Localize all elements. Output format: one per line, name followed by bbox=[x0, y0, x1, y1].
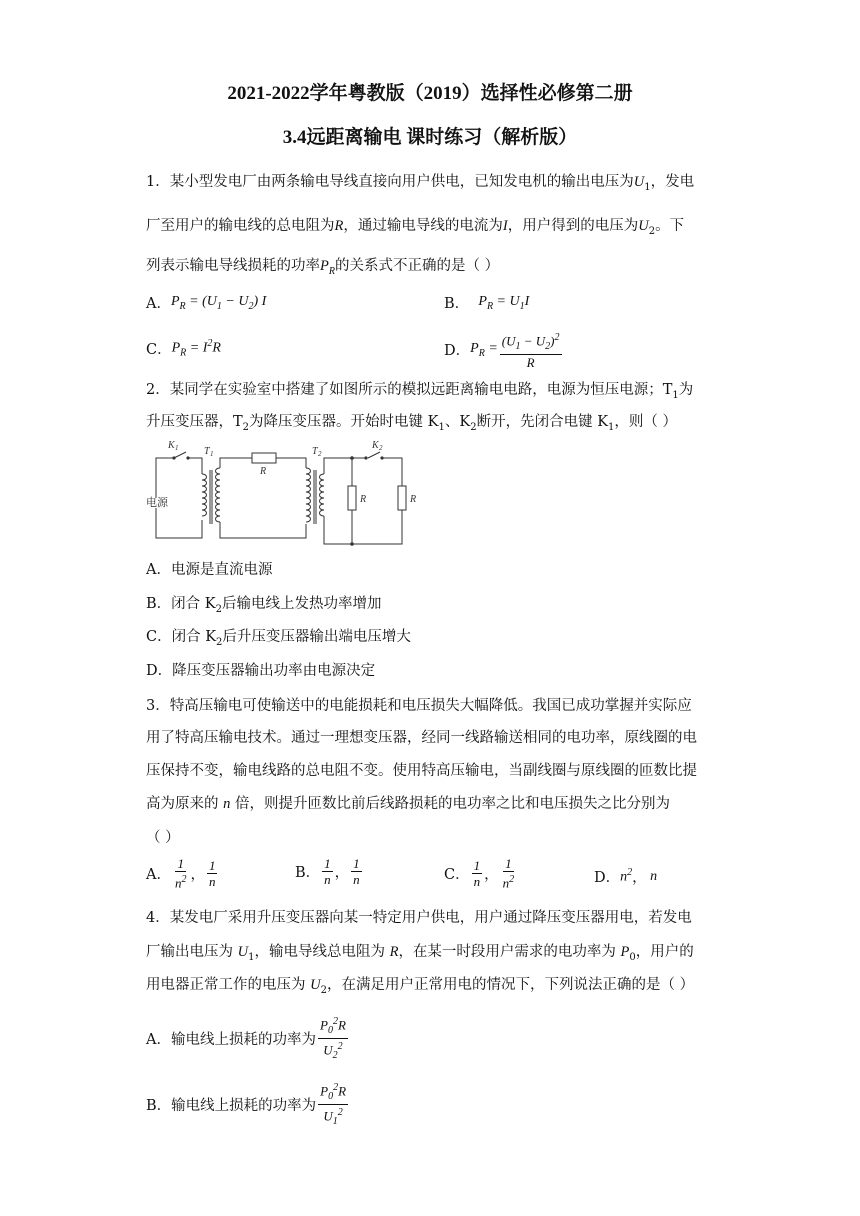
svg-text:2: 2 bbox=[379, 444, 383, 452]
q3-option-a[interactable]: A． $\frac{1}{n^2}$ ， $\frac{1}{n}$ bbox=[146, 856, 216, 891]
q3-line2: 用了特高压输电技术。通过一理想变压器，经同一线路输送相同的电功率，原线圈的电 bbox=[146, 730, 697, 746]
k1-label: K bbox=[168, 440, 175, 451]
load-resistor-label-2: R bbox=[410, 494, 417, 505]
q2-line1: 2．某同学在实验室中搭建了如图所示的模拟远距离输电电路，电源为恒压电源；$T_1$为 bbox=[146, 382, 694, 401]
q2-option-c[interactable]: C．闭合 $K_2$后升压变压器输出端电压增大 bbox=[146, 629, 411, 648]
power-source-label: 电源 bbox=[146, 496, 168, 509]
q2-option-a[interactable]: A．电源是直流电源 bbox=[146, 562, 273, 578]
k2-label: K bbox=[372, 440, 379, 451]
q2-option-d[interactable]: D．降压变压器输出功率由电源决定 bbox=[146, 663, 376, 679]
document-title: 2021-2022学年粤教版（2019）选择性必修第二册 bbox=[227, 83, 633, 104]
q1-line3: 列表示输电导线损耗的功率$P_R$的关系式不正确的是（ ） bbox=[146, 258, 500, 277]
t2-label: T bbox=[312, 446, 318, 457]
svg-text:1: 1 bbox=[175, 444, 179, 452]
q4-option-b[interactable]: B．输电线上损耗的功率为 $\frac{P_0^2R}{U_1^2}$ bbox=[146, 1082, 347, 1127]
q3-line5: （ ） bbox=[146, 830, 180, 846]
document-subtitle: 3.4远距离输电 课时练习（解析版） bbox=[282, 127, 578, 148]
q3-line1: 3．特高压输电可使输送中的电能损耗和电压损失大幅降低。我国已成功掌握并实际应 bbox=[146, 698, 692, 714]
q1-line1: 1．某小型发电厂由两条输电导线直接向用户供电，已知发电机的输出电压为$U_1$，发电 bbox=[146, 174, 695, 193]
q2-line2: 升压变压器，$T_2$为降压变压器。开始时电键 $K_1$、$K_2$断开，先闭合电键 $K_1$，则（ ） bbox=[146, 414, 678, 433]
load-resistor-label-1: R bbox=[360, 494, 367, 505]
q3-option-b[interactable]: B． $\frac{1}{n}$ ， $\frac{1}{n}$ bbox=[295, 856, 360, 887]
circuit-diagram bbox=[146, 438, 426, 554]
q4-line3: 用电器正常工作的电压为 $U_2$，在满足用户正常用电的情况下，下列说法正确的是（ ） bbox=[146, 977, 695, 996]
q1-option-a[interactable]: A． $P_R = (U_1 - U_2)$ I bbox=[146, 293, 267, 312]
q2-option-b[interactable]: B．闭合 $K_2$后输电线上发热功率增加 bbox=[146, 596, 382, 615]
q3-option-c[interactable]: C． $\frac{1}{n}$ ， $\frac{1}{n^2}$ bbox=[444, 856, 515, 891]
q3-option-d[interactable]: D． $n^2$ ， n bbox=[594, 867, 658, 886]
q1-option-b[interactable]: B． $P_R = U_1I$ bbox=[444, 293, 530, 312]
q3-line4: 高为原来的 n 倍，则提升匝数比前后线路损耗的电功率之比和电压损失之比分别为 bbox=[146, 796, 670, 812]
t1-label: T bbox=[204, 446, 210, 457]
q1-option-d[interactable]: D． $P_R$ = $\frac{(U_1 - U_2)^2}{R}$ bbox=[444, 332, 560, 370]
q1-option-c[interactable]: C． $P_R = I^2R$ bbox=[146, 338, 221, 359]
q4-option-a[interactable]: A．输电线上损耗的功率为 $\frac{P_0^2R}{U_2^2}$ bbox=[146, 1016, 346, 1061]
line-resistor-label: R bbox=[260, 466, 267, 477]
svg-text:1: 1 bbox=[210, 450, 214, 458]
q1-line2: 厂至用户的输电线的总电阻为R，通过输电导线的电流为I，用户得到的电压为$U_2$。下 bbox=[146, 218, 685, 237]
q3-line3: 压保持不变，输电线路的总电阻不变。使用特高压输电，当副线圈与原线圈的匝数比提 bbox=[146, 763, 697, 779]
q4-line1: 4．某发电厂采用升压变压器向某一特定用户供电，用户通过降压变压器用电，若发电 bbox=[146, 910, 692, 926]
svg-text:2: 2 bbox=[318, 450, 322, 458]
q4-line2: 厂输出电压为 $U_1$，输电导线总电阻为 R，在某一时段用户需求的电功率为 $P_0$，用户的 bbox=[146, 944, 694, 963]
